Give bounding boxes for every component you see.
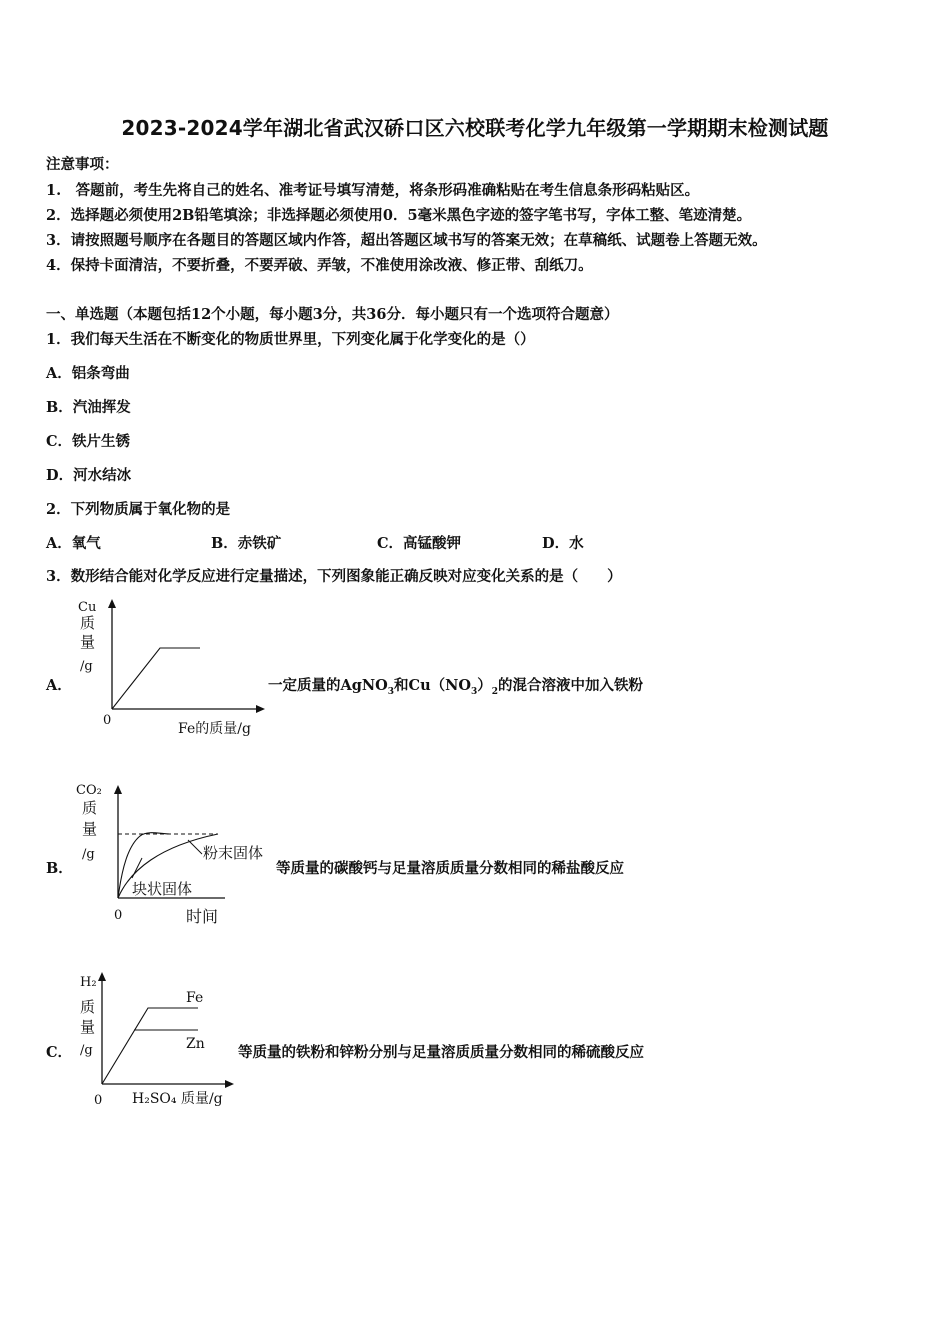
graph-b	[70, 778, 280, 928]
graph-c-origin: 0	[94, 1093, 103, 1108]
question-3-option-a-desc: 一定质量的AgNO$_3$和$Cu(NO_3)_2$的混合溶液中加入铁粉	[268, 677, 644, 697]
question-1-option-a: A．铝条弯曲	[46, 365, 130, 382]
graph-c-y-label-3: 量	[80, 1018, 96, 1036]
page-title: 2023-2024学年湖北省武汉硚口区六校联考化学九年级第一学期期末检测试题	[121, 116, 829, 140]
graph-a-y-label-4: /g	[80, 659, 93, 674]
graph-b-curve-label-1: 粉末固体	[203, 844, 264, 862]
graph-a-x-label: Fe的质量/g	[178, 721, 251, 737]
graph-c-y-label-1: H₂	[80, 975, 97, 990]
graph-b-y-label-4: /g	[82, 847, 95, 862]
question-2-option-a: A．氧气	[46, 535, 101, 552]
graph-c-curve-label-2: Zn	[186, 1036, 205, 1052]
graph-b-x-label: 时间	[186, 907, 219, 926]
graph-c-fe-line	[102, 1008, 198, 1084]
note-item: 4．保持卡面清洁，不要折叠，不要弄破、弄皱，不准使用涂改液、修正带、刮纸刀。	[46, 257, 593, 274]
question-3-option-c-letter: C．	[46, 1044, 73, 1061]
question-1-stem: 1．我们每天生活在不断变化的物质世界里，下列变化属于化学变化的是（）	[46, 331, 535, 348]
question-2-stem: 2．下列物质属于氧化物的是	[46, 501, 231, 518]
graph-b-origin: 0	[114, 908, 123, 923]
question-2-options	[46, 532, 584, 553]
graph-c-y-label-2: 质	[80, 998, 96, 1016]
graph-a-x-arrow	[256, 705, 265, 713]
question-3-option-b-desc: 等质量的碳酸钙与足量溶质质量分数相同的稀盐酸反应	[276, 860, 624, 877]
graph-b-y-arrow	[114, 785, 122, 794]
question-3-option-b-letter: B．	[46, 860, 73, 877]
graph-a-y-label-3: 量	[80, 633, 96, 651]
note-item: 3．请按照题号顺序在各题目的答题区域内作答，超出答题区域书写的答案无效；在草稿纸、试题卷上答题无效。	[46, 232, 767, 249]
graph-c-x-arrow	[225, 1080, 234, 1088]
graph-c	[74, 970, 244, 1110]
question-3-option-a-letter: A．	[46, 677, 72, 694]
graph-b-pointer-1	[188, 840, 202, 854]
question-2-option-d: D．水	[542, 535, 584, 552]
question-1-option-b: B．汽油挥发	[46, 399, 131, 416]
graph-c-y-arrow	[98, 972, 106, 981]
graph-c-curve-label-1: Fe	[186, 990, 204, 1006]
graph-a-origin: 0	[103, 713, 112, 728]
graph-a-curve	[112, 648, 200, 709]
section-heading: 一、单选题（本题包括12个小题，每小题3分，共36分．每小题只有一个选项符合题意）	[46, 306, 619, 323]
graph-b-y-label-3: 量	[82, 820, 98, 838]
note-item: 1. 答题前，考生先将自己的姓名、准考证号填写清楚，将条形码准确粘贴在考生信息条形码粘贴区。	[46, 182, 700, 199]
graph-a-y-label-2: 质	[80, 614, 96, 632]
question-2-option-c: C．高锰酸钾	[377, 535, 462, 552]
graph-a	[70, 595, 270, 740]
graph-c-y-label-4: /g	[80, 1043, 93, 1058]
graph-a-y-label-1: Cu	[78, 600, 97, 615]
question-3-stem: 3．数形结合能对化学反应进行定量描述，下列图象能正确反映对应变化关系的是（ ）	[46, 568, 622, 585]
question-1-option-d: D．河水结冰	[46, 467, 132, 484]
graph-b-curve-label-2: 块状固体	[132, 880, 193, 898]
question-3-option-c-desc: 等质量的铁粉和锌粉分别与足量溶质质量分数相同的稀硫酸反应	[238, 1044, 644, 1061]
note-item: 2．选择题必须使用2B铅笔填涂；非选择题必须使用0．5毫米黑色字迹的签字笔书写，字体工整、笔迹清楚。	[46, 207, 752, 224]
graph-a-y-arrow	[108, 599, 116, 608]
question-2-option-b: B．赤铁矿	[211, 535, 282, 552]
question-1-option-c: C．铁片生锈	[46, 433, 131, 450]
graph-b-y-label-2: 质	[82, 799, 98, 817]
graph-c-x-label: H₂SO₄ 质量/g	[132, 1091, 223, 1107]
notes-heading: 注意事项：	[46, 156, 119, 173]
graph-b-y-label-1: CO₂	[76, 783, 102, 798]
